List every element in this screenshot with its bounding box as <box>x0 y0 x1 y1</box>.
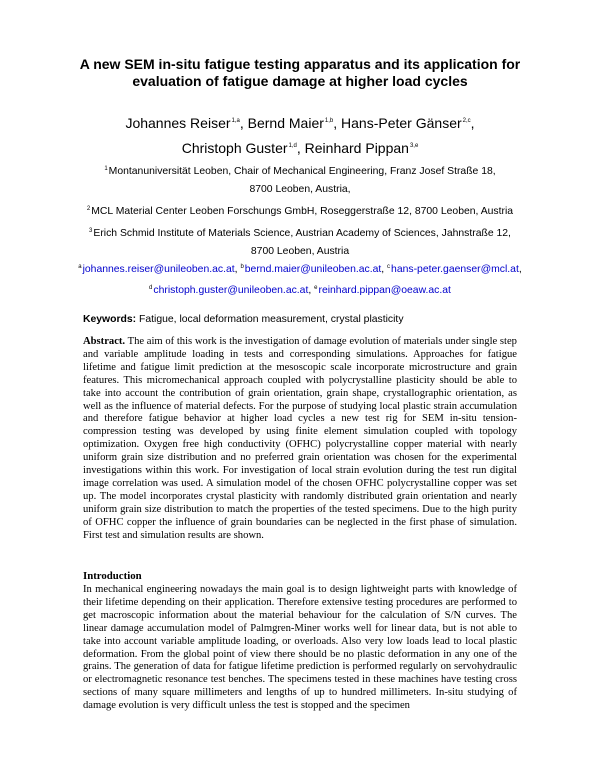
email-link-d[interactable]: christoph.guster@unileoben.ac.at <box>153 285 309 296</box>
email-link-c[interactable]: hans-peter.gaenser@mcl.at <box>391 264 519 275</box>
affiliation-3 <box>60 222 540 261</box>
abstract-text: The aim of this work is the investigation of damage evolution of materials under single step and variable amplitude loading in tests and corresponding simulations. Approaches for fatigue lifetime and fatigue limit prediction at the mesoscopic scale incorporate microstructure and grain features. This micromechanical approach coupled with polycrystalline plasticity should be able to take into account the contribution of grain orientation, grain shape, crystallographic orientation, as well as the influence of material defects. For the purpose of studying local plastic strain accumulation and therefore fatigue behavior at higher load cycles a new test rig for SEM in-situ tension-compression testing was developed by using finite element simulation coupled with topology optimization. Oxygen free high conductivity (OFHC) polycrystalline copper material with nearly uniform grain size distribution and no preferred grain orientation was chosen for the experimental investigations within this work. For investigation of local strain evolution during the test run digital image correlation was used. A simulation model of the chosen OFHC polycrystalline copper was set up. The model incorporates crystal plasticity with randomly distributed grain orientation and nearly uniform grain size distribution to match the properties of the tested specimens. Due to the high purity of OFHC copper the influence of grain boundaries can be neglected in the first phase of simulation. First test and simulation results are shown. <box>83 336 517 541</box>
author-name: Johannes Reiser <box>125 115 231 131</box>
author-name: Reinhard Pippan <box>304 140 409 156</box>
author-list <box>60 110 540 160</box>
affiliation-text-line-2: 8700 Leoben, Austria, <box>249 184 351 195</box>
author-name: Hans-Peter Gänser <box>341 115 462 131</box>
introduction-heading: Introduction <box>83 570 142 582</box>
paper-title <box>60 56 540 90</box>
author-line-1: Johannes Reiser$^{1,a}$, Bernd Maier$^{1,b}$, Hans-Peter Gänser$^{2,c}$, <box>125 115 475 131</box>
affiliation-marker: 2 <box>86 206 91 212</box>
affiliation-text: MCL Material Center Leoben Forschungs GmbH, Roseggerstraße 12, 8700 Leoben, Austria <box>91 206 514 217</box>
introduction-text: In mechanical engineering nowadays the main goal is to design lightweight parts with knowledge of their lifetime depending on their application. Therefore extensive testing procedures are performed to get macroscopic information about the material behaviour for the calculation of S/N curves. The linear damage accumulation model of Palmgren-Miner works well for linear data, but is not able to take into account variable amplitude loading, or overloads. Also very low loads lead to local plastic deformation. From the global point of view there should be no plastic deformation in any one of the grains. The generation of data for fatigue lifetime prediction is performed regularly on servohydraulic or electromagnetic resonance test benches. The specimens tested in these machines have testing cross sections of many square millimeters and lengths of up to hundred millimeters. In-situ studying of damage evolution is very difficult unless the test is stopped and the specimen <box>83 584 517 712</box>
affiliation-1 <box>60 160 540 199</box>
author-affiliation-marker: 1,b <box>324 118 334 124</box>
title-line-2: evaluation of fatigue damage at higher load cycles <box>132 73 468 89</box>
email-link-e[interactable]: reinhard.pippan@oeaw.ac.at <box>318 285 451 296</box>
author-name: Bernd Maier <box>247 115 324 131</box>
abstract-label: Abstract. <box>83 336 126 347</box>
affiliation-text: Erich Schmid Institute of Materials Science, Austrian Academy of Sciences, Jahnstraße 12, <box>93 228 511 239</box>
affiliation-marker: 3 <box>89 228 93 234</box>
author-affiliation-marker: 2,c <box>462 118 471 124</box>
title-line-1: A new SEM in-situ fatigue testing apparatus and its application for <box>79 56 521 72</box>
keywords-text: Fatigue, local deformation measurement, crystal plasticity <box>139 314 404 325</box>
affiliation-2 <box>60 200 540 221</box>
author-line-2: Christoph Guster$^{1,d}$, Reinhard Pippan$^{3,e}$ <box>181 140 419 156</box>
author-affiliation-marker: 1,a <box>231 118 240 124</box>
author-affiliation-marker: 3,e <box>409 143 419 149</box>
author-name: Christoph Guster <box>181 140 288 156</box>
keywords <box>83 313 523 327</box>
affiliation-text: Montanuniversität Leoben, Chair of Mechanical Engineering, Franz Josef Straße 18, <box>108 166 496 177</box>
keywords-label: Keywords: <box>83 314 137 325</box>
author-affiliation-marker: 1,d <box>288 143 297 149</box>
affiliation-text-line-2: 8700 Leoben, Austria <box>250 246 350 257</box>
affiliation-marker: 1 <box>104 166 108 172</box>
email-link-b[interactable]: bernd.maier@unileoben.ac.at <box>244 264 382 275</box>
email-list: $^a$johannes.reiser@unileoben.ac.at, $^b$bernd.maier@unileoben.ac.at, $^c$hans-peter.gaenser@mcl.at, $^d$christoph.guster@unileoben.ac.at, $^e$reinhard.pippan@oeaw.ac.at <box>78 264 522 296</box>
abstract <box>83 336 517 543</box>
email-link-a[interactable]: johannes.reiser@unileoben.ac.at <box>82 264 235 275</box>
